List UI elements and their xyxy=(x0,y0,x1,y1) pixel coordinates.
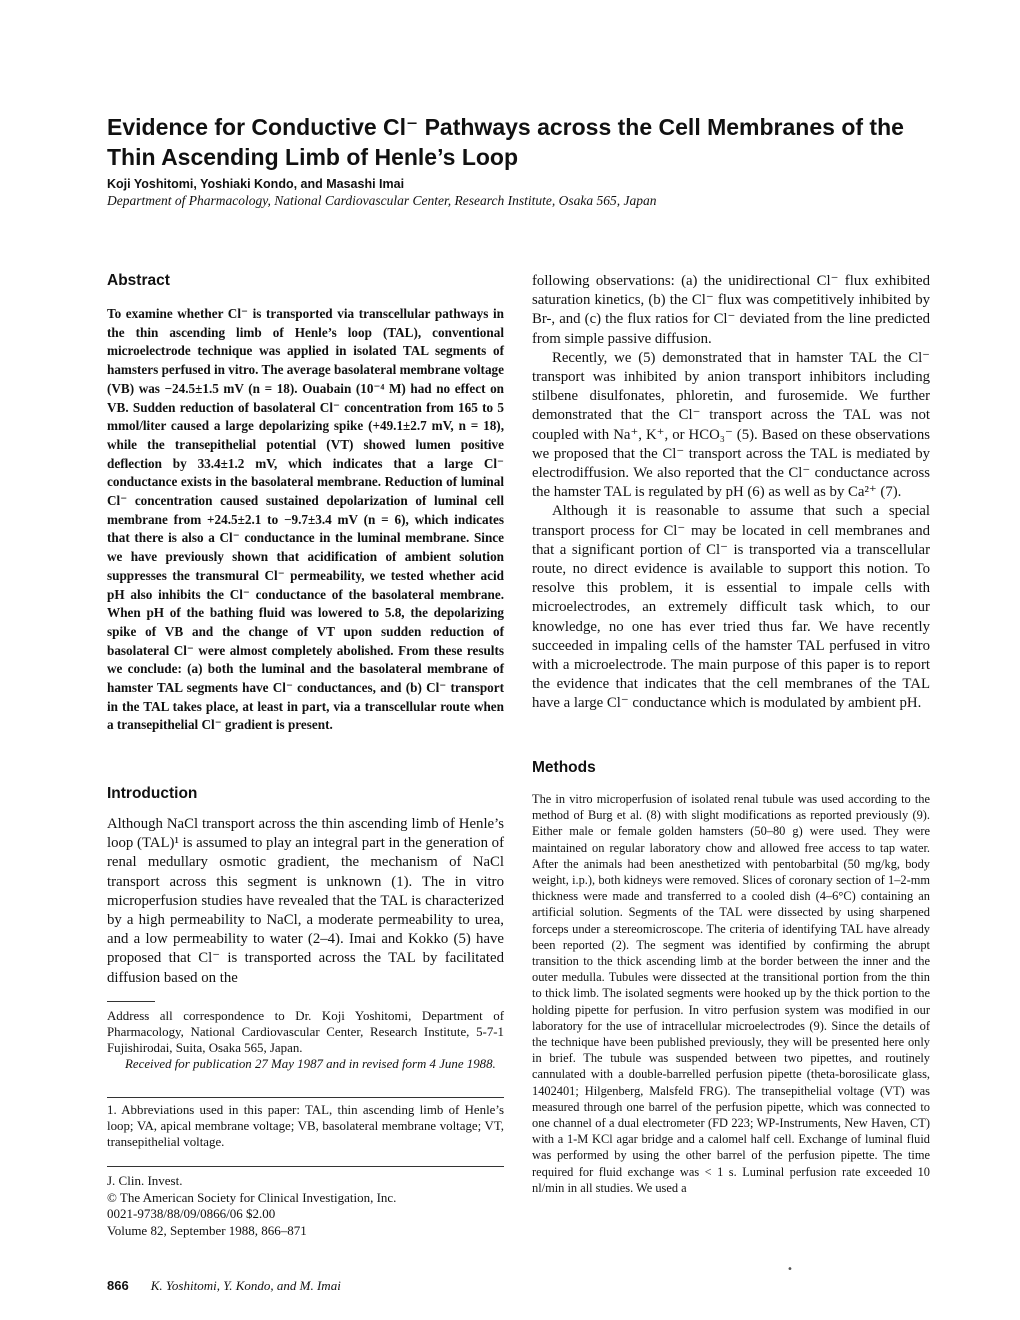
introduction-paragraph-3: Although it is reasonable to assume that such a special transport process for Cl⁻ may be located in cell membranes and that a significant portion of Cl⁻ is transported via a transcellular route, no direct evidence is available to support this notion. To resolve this problem, it is essential to impale cells with microelectrodes, an extremely difficult task which, to our knowledge, no one has ever tried thus far. We have recently succeeded in impaling cells of the hamster TAL perfused in vitro with a microelectrode. The main purpose of this paper is to report the evidence that indicates that the cell membranes of the TAL have a large Cl⁻ conductance which is modulated by ambient pH. xyxy=(532,503,930,712)
methods-section xyxy=(532,759,930,1196)
footnote-block xyxy=(107,1103,504,1151)
correspondence-block xyxy=(107,1009,504,1073)
footnote-rule xyxy=(107,1097,504,1098)
introduction-continuation: following observations: (a) the unidirectional Cl⁻ flux exhibited saturation kinetics, (b) the Cl⁻ flux was competitively inhibited by Br-, and (c) the flux ratios for Cl⁻ deviated from the line predicted from simple passive diffusion. xyxy=(532,273,930,347)
introduction-section xyxy=(107,785,504,988)
introduction-body: Although NaCl transport across the thin ascending limb of Henle’s loop (TAL)¹ is assumed to play an integral part in the generation of renal medullary osmotic gradient, the mechanism of NaCl transport across this segment is unknown (1). The in vitro microperfusion studies have revealed that the TAL is characterized by a high permeability to NaCl, a moderate permeability to urea, and a low permeability to water (2–4). Imai and Kokko (5) have proposed that Cl⁻ is transported across the TAL by facilitated diffusion based on the xyxy=(107,816,504,986)
introduction-heading: Introduction xyxy=(107,785,198,802)
abstract-heading: Abstract xyxy=(107,272,170,289)
affiliation: Department of Pharmacology, National Cardiovascular Center, Research Institute, Osaka 565, Japan xyxy=(107,193,657,208)
journal-rule xyxy=(107,1166,504,1167)
page-number: 866 xyxy=(107,1278,129,1293)
abstract-section xyxy=(107,272,504,735)
journal-info xyxy=(107,1173,504,1239)
correspondence-note: Address all correspondence to Dr. Koji Yoshitomi, Department of Pharmacology, National Cardiovascular Center, Research Institute, 5-7-1 Fujishirodai, Suita, Osaka 565, Japan. xyxy=(107,1009,504,1055)
methods-body: The in vitro microperfusion of isolated renal tubule was used according to the method of Burg et al. (8) with slight modifications as reported previously (9). Either male or female golden hamsters (50–80 g) were used. They were maintained on regular laboratory chow and allowed free access to tap water. After the animals had been anesthetized with pentobarbital (50 mg/kg, body weight, i.p.), both kidneys were removed. Slices of coronary section of 1–2-mm thickness were made and transferred to a cooled dish (4–6°C) containing an artificial solution. Segments of the TAL were dissected by using sharpened forceps under a stereomicroscope. The criteria of identifying TAL have already been reported (2). The segment was identified by confirming the abrupt transition to the thick ascending limb at the border between the inner and the outer medulla. Tubules were dissected at the transitional portion from the thin to thick limb. The isolated segments were hooked up by the thick portion to the holding pipette for perfusion. In vitro perfusion system was modified in our laboratory for the use of intracellular microelectrodes (9). Since the details of the technique have been published previously, they will be presented here only in brief. The tubule was suspended between two pipettes, and routinely cannulated with a double-barrelled perfusion pipette (theta-borosilicate glass, 1402401; Hilgenberg, Malsfeld FRG). The transepithelial voltage (VT) was measured through one barrel of the perfusion pipette, which was connected to one channel of a dual electrometer (FD 223; WP-Instruments, New Haven, CT) with a 1-M KCl agar bridge and a calomel half cell. Exchange of luminal fluid was performed by using the other barrel of the perfusion pipette. The time required for fluid exchange was < 1 s. Luminal perfusion rate exceeded 10 nl/min in all studies. We used a xyxy=(532,792,930,1195)
introduction-continued xyxy=(532,272,930,714)
abbreviations-footnote: 1. Abbreviations used in this paper: TAL, thin ascending limb of Henle’s loop; VA, apical membrane voltage; VB, basolateral membrane voltage; VT, transepithelial voltage. xyxy=(107,1103,504,1149)
article-title: Evidence for Conductive Cl⁻ Pathways across the Cell Membranes of the Thin Ascending Limb of Henle’s Loop xyxy=(107,114,904,170)
page-footer xyxy=(107,1278,341,1294)
methods-heading: Methods xyxy=(532,759,596,776)
introduction-paragraph-2: Recently, we (5) demonstrated that in hamster TAL the Cl⁻ transport was inhibited by anion transport inhibitors including stilbene disulfonates, phloretin, and furosemide. We further demonstrated that the Cl⁻ transport across the TAL was not coupled with Na⁺, K⁺, or HCO₃⁻ (5). Based on these observations we proposed that the Cl⁻ transport across the TAL is mediated by electrodiffusion. We also reported that the Cl⁻ conductance across the hamster TAL is regulated by pH (6) as well as by Ca²⁺ (7). xyxy=(532,349,930,501)
footer-authors: K. Yoshitomi, Y. Kondo, and M. Imai xyxy=(150,1278,341,1293)
journal-name: J. Clin. Invest. xyxy=(107,1173,183,1188)
issn-line: 0021-9738/88/09/0866/06 $2.00 xyxy=(107,1206,276,1221)
copyright-line: © The American Society for Clinical Investigation, Inc. xyxy=(107,1189,397,1205)
volume-line: Volume 82, September 1988, 866–871 xyxy=(107,1222,307,1238)
received-note: Received for publication 27 May 1987 and in revised form 4 June 1988. xyxy=(125,1056,496,1071)
stray-mark: • xyxy=(787,1264,793,1275)
author-list: Koji Yoshitomi, Yoshiaki Kondo, and Masashi Imai xyxy=(107,177,405,191)
abstract-body: To examine whether Cl⁻ is transported via transcellular pathways in the thin ascending limb of Henle’s loop (TAL), conventional microelectrode technique was applied in isolated TAL segments of hamsters perfused in vitro. The average basolateral membrane voltage (VB) was −24.5±1.5 mV (n = 18). Ouabain (10⁻⁴ M) had no effect on VB. Sudden reduction of basolateral Cl⁻ concentration from 165 to 5 mmol/liter caused a large depolarizing spike (+49.1±2.7 mV, n = 18), while the transepithelial potential (VT) showed lumen positive deflection by 33.4±1.2 mV, which indicates that a large Cl⁻ conductance exists in the basolateral membrane. Reduction of luminal Cl⁻ concentration caused sustained depolarization of luminal cell membrane from +24.5±2.1 to −9.7±3.4 mV (n = 6), which indicates that there is also a Cl⁻ conductance in the luminal membrane. Since we have previously shown that acidification of ambient solution suppresses the transmural Cl⁻ permeability, we tested whether acid pH also inhibits the Cl⁻ conductance of the basolateral membrane. When pH of the bathing fluid was lowered to 5.8, the depolarizing spike of VB and the change of VT upon sudden reduction of basolateral Cl⁻ were almost completely abolished. From these results we conclude: (a) both the luminal and the basolateral membrane of hamster TAL segments have Cl⁻ conductances, and (b) Cl⁻ transport in the TAL takes place, at least in part, via a transcellular route when a transepithelial Cl⁻ gradient is present. xyxy=(107,306,504,733)
footnote-rule-short xyxy=(107,1001,155,1002)
